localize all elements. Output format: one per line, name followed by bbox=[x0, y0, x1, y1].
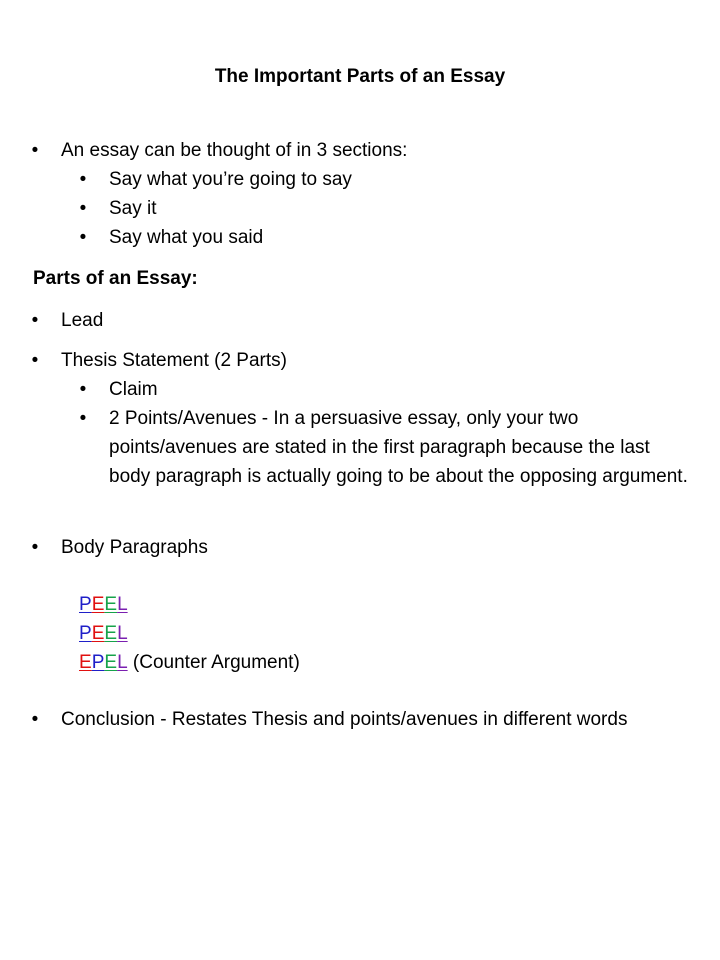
peel-letter: E bbox=[104, 623, 118, 644]
bullet-icon: • bbox=[79, 169, 87, 190]
intro-subitem: Say what you’re going to say bbox=[109, 169, 352, 190]
page-title: The Important Parts of an Essay bbox=[214, 66, 506, 87]
peel-note: (Counter Argument) bbox=[127, 652, 300, 673]
bullet-icon: • bbox=[31, 709, 39, 730]
epel-row bbox=[79, 648, 300, 677]
peel-letter: L bbox=[117, 652, 128, 673]
bullet-icon: • bbox=[79, 198, 87, 219]
bullet-icon: • bbox=[31, 537, 39, 558]
intro-subitem: Say it bbox=[109, 198, 157, 219]
intro-text: An essay can be thought of in 3 sections: bbox=[61, 140, 408, 161]
body-paragraphs-item: Body Paragraphs bbox=[61, 537, 208, 558]
lead-item: Lead bbox=[61, 310, 104, 331]
thesis-subitem: Claim bbox=[109, 379, 158, 400]
peel-letter: P bbox=[79, 623, 92, 644]
intro-subitem: Say what you said bbox=[109, 227, 264, 248]
peel-letter: E bbox=[91, 594, 105, 615]
bullet-icon: • bbox=[79, 227, 87, 248]
peel-letter: E bbox=[104, 652, 118, 673]
parts-heading: Parts of an Essay: bbox=[33, 268, 198, 289]
bullet-icon: • bbox=[31, 140, 39, 161]
peel-letter: E bbox=[79, 652, 92, 673]
peel-letter: P bbox=[79, 594, 92, 615]
peel-row bbox=[79, 590, 128, 619]
bullet-icon: • bbox=[79, 408, 87, 429]
bullet-icon: • bbox=[31, 350, 39, 371]
peel-letter: L bbox=[117, 594, 128, 615]
peel-letter: E bbox=[104, 594, 118, 615]
peel-letter: E bbox=[91, 623, 105, 644]
conclusion-item: Conclusion - Restates Thesis and points/avenues in different words bbox=[61, 709, 628, 730]
thesis-subitem: 2 Points/Avenues - In a persuasive essay, only your two points/avenues are stated in the first paragraph because the last body paragraph is actually going to be about the opposing argument. bbox=[109, 408, 688, 487]
thesis-item: Thesis Statement (2 Parts) bbox=[61, 350, 287, 371]
peel-row bbox=[79, 619, 128, 648]
bullet-icon: • bbox=[79, 379, 87, 400]
peel-letter: L bbox=[117, 623, 128, 644]
peel-letter: P bbox=[91, 652, 105, 673]
bullet-icon: • bbox=[31, 310, 39, 331]
